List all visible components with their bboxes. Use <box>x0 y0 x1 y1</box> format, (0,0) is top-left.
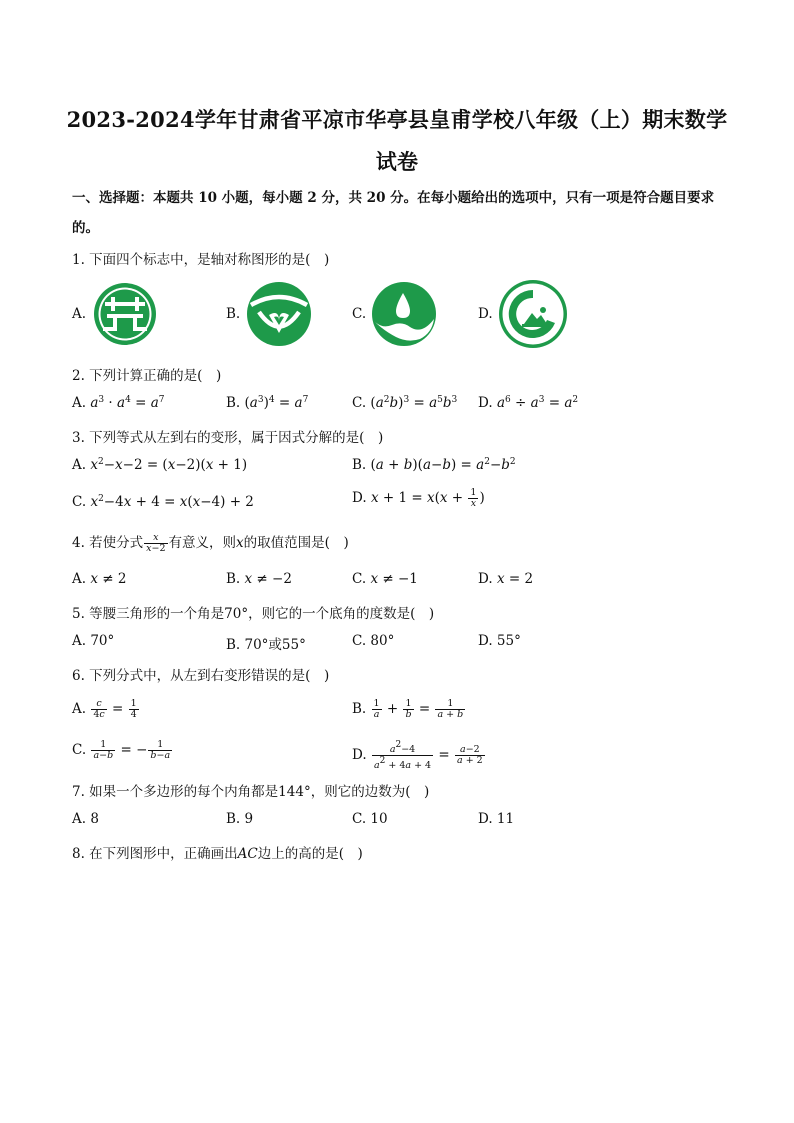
q3-option-d: D. x + 1 = x(x + $\frac{1}{x}$ ) <box>352 487 485 509</box>
q2-option-b-label: B. <box>226 395 241 411</box>
q4-option-c-label: C. <box>352 571 367 587</box>
q3-option-b-label: B. <box>352 457 367 473</box>
q2-option-d-label: D. <box>478 395 493 411</box>
question-7-stem: 7. 如果一个多边形的每个内角都是144°，则它的边数为( ) <box>72 784 430 800</box>
question-6-stem: 6. 下列分式中，从左到右变形错误的是( ) <box>72 668 330 684</box>
q2-option-d: D. $a^6 \div a^3 = a^2$ <box>478 395 579 411</box>
q6-option-c-label: C. <box>72 742 87 758</box>
q6-option-d: D. $\frac{a^2-4}{a^2 + 4a + 4}$ = $\frac{a-2}{a + 2}$ <box>352 740 483 771</box>
q7-option-a: A. 8 <box>72 811 99 827</box>
q4-option-d-label: D. <box>478 571 493 587</box>
q1-option-d-label: D. <box>478 306 493 322</box>
q2-option-b: B. $(a^3)^4 = a^7$ <box>226 395 309 411</box>
logo-b-icon <box>245 281 313 347</box>
logo-a-icon <box>90 281 160 347</box>
q2-option-a-label: A. <box>72 395 87 411</box>
question-5-stem: 5. 等腰三角形的一个角是70°，则它的一个底角的度数是( ) <box>72 606 435 622</box>
q4-stem-post: 的取值范围是( ) <box>243 535 349 551</box>
q6-option-a-label: A. <box>72 701 87 717</box>
page-title-line2: 试卷 <box>375 149 419 174</box>
q8-stem-post: 边上的高的是( ) <box>257 846 363 862</box>
q4-stem-pre: 4. 若使分式 <box>72 535 144 551</box>
section-header-line1: 一、选择题：本题共 10 小题，每小题 2 分，共 20 分。在每小题给出的选项中，只有一项是符合题目要求 <box>72 190 715 206</box>
q5-option-c: C. 80° <box>352 633 395 649</box>
section-header-line2: 的。 <box>72 220 99 236</box>
q3-option-a: A. $x^2-x-2 = (x-2)(x + 1)$ <box>72 457 248 473</box>
q2-option-a: A. $a^3 \cdot a^4 = a^7$ <box>72 395 165 411</box>
q5-option-a: A. 70° <box>72 633 115 649</box>
question-4-stem: 4. 若使分式 $\frac{x}{x-2}$ 有意义，则x的取值范围是( ) <box>72 532 349 554</box>
q2-option-c-label: C. <box>352 395 367 411</box>
q4-option-d: D. x = 2 <box>478 571 534 587</box>
q3-option-b: B. $(a + b)(a-b) = a^2-b^2$ <box>352 457 516 473</box>
logo-c-icon <box>370 281 438 347</box>
q4-option-c: C. x ≠ −1 <box>352 571 418 587</box>
page-title-line1: 2023-2024学年甘肃省平凉市华亭县皇甫学校八年级（上）期末数学 <box>66 107 728 132</box>
q3-option-a-label: A. <box>72 457 87 473</box>
q2-option-c: C. $(a^2b)^3 = a^5b^3$ <box>352 395 458 411</box>
q4-option-b: B. x ≠ −2 <box>226 571 292 587</box>
q1-option-a-label: A. <box>72 306 87 322</box>
question-8-stem <box>72 842 363 862</box>
q1-option-b-label: B. <box>226 306 241 322</box>
q5-option-b: B. 70°或55° <box>226 637 306 653</box>
q3-option-c: C. $x^2-4x + 4 = x(x-4) + 2$ <box>72 494 254 510</box>
q1-option-c-label: C. <box>352 306 367 322</box>
q3-option-d-label: D. <box>352 490 367 506</box>
q4-option-a-label: A. <box>72 571 87 587</box>
q5-option-d: D. 55° <box>478 633 521 649</box>
logo-d-icon <box>497 279 569 349</box>
q6-option-a: A. $\frac{c}{4c}$ = $\frac{1}{4}$ <box>72 698 137 720</box>
q4-option-a: A. x ≠ 2 <box>72 571 127 587</box>
q8-stem-pre: 8. 在下列图形中，正确画出 <box>72 846 238 862</box>
q4-option-b-label: B. <box>226 571 241 587</box>
q6-option-c: C. $\frac{1}{a-b}$ = − $\frac{1}{b-a}$ <box>72 739 171 761</box>
q8-stem-var: AC <box>237 846 258 862</box>
q4-stem-mid: 有意义，则 <box>168 535 237 551</box>
question-3-stem: 3. 下列等式从左到右的变形，属于因式分解的是( ) <box>72 430 384 446</box>
q6-option-d-label: D. <box>352 747 367 763</box>
question-2-stem: 2. 下列计算正确的是( ) <box>72 368 222 384</box>
q6-option-b: B. $\frac{1}{a}$ + $\frac{1}{b}$ = $\frac{1}{a + b}$ <box>352 698 464 720</box>
q7-option-d: D. 11 <box>478 811 515 827</box>
q3-option-c-label: C. <box>72 494 87 510</box>
q7-option-c: C. 10 <box>352 811 388 827</box>
q7-option-b: B. 9 <box>226 811 254 827</box>
question-1-stem: 1. 下面四个标志中，是轴对称图形的是( ) <box>72 252 330 268</box>
q6-option-b-label: B. <box>352 701 367 717</box>
